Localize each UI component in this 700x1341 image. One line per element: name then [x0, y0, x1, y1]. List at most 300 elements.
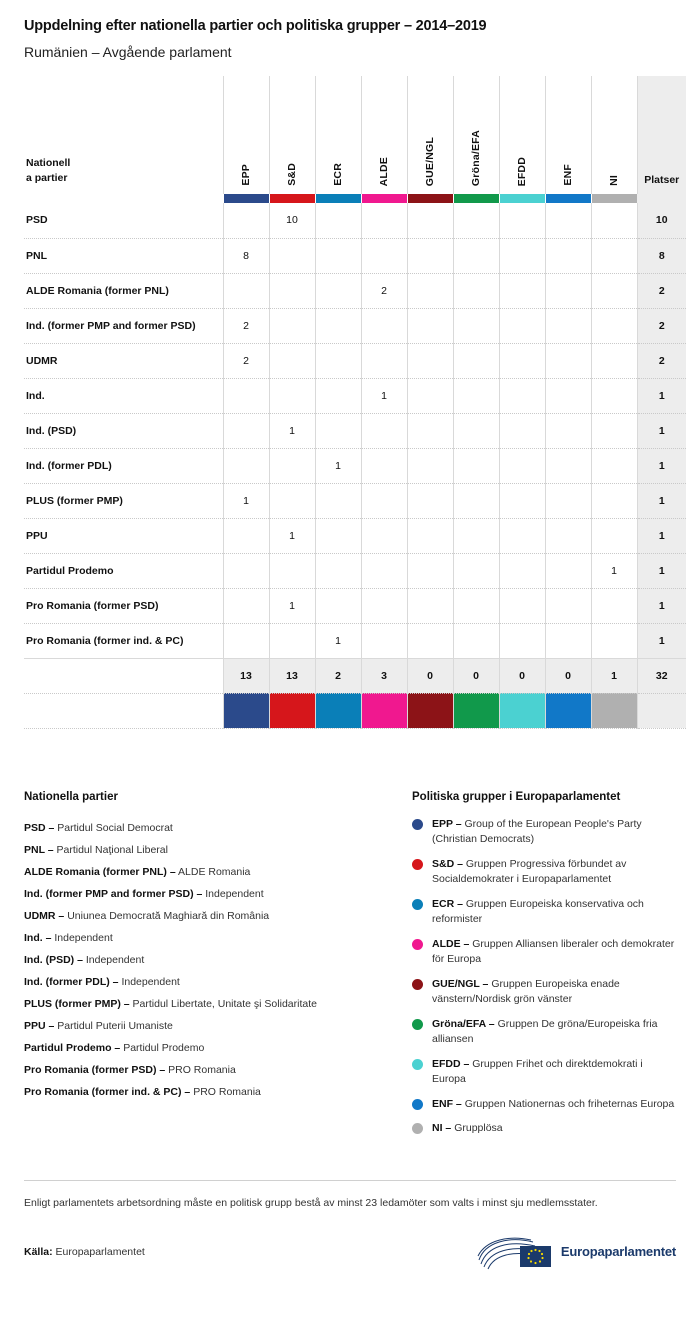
strip-bottom-guengl: [407, 693, 453, 728]
cell-efdd: [499, 378, 545, 413]
legend-abbr: PSD –: [24, 821, 55, 834]
header: [0, 0, 700, 60]
cell-ecr: [315, 588, 361, 623]
table-header-row: [24, 76, 686, 194]
total-alde: 3: [361, 658, 407, 693]
cell-epp: [223, 553, 269, 588]
cell-epp: [223, 413, 269, 448]
cell-total: 1: [637, 378, 686, 413]
legend-item: [412, 1097, 676, 1113]
cell-epp: [223, 448, 269, 483]
cell-ecr: [315, 308, 361, 343]
strip-epp: [223, 194, 269, 203]
legend-abbr: UDMR –: [24, 909, 65, 922]
row-header-line2: a partier: [26, 172, 68, 184]
cell-ecr: [315, 518, 361, 553]
cell-alde: 2: [361, 273, 407, 308]
cell-grona-efa: [453, 553, 499, 588]
group-colour-strip: [24, 194, 686, 203]
cell-enf: [545, 238, 591, 273]
column-header-total: [637, 76, 686, 194]
strip-grona-efa: [453, 194, 499, 203]
cell-ecr: [315, 378, 361, 413]
strip-bottom-enf: [545, 693, 591, 728]
cell-total: 1: [637, 483, 686, 518]
cell-ni: [591, 623, 637, 658]
cell-epp: [223, 623, 269, 658]
row-label: Pro Romania (former PSD): [24, 588, 223, 623]
row-label: PSD: [24, 203, 223, 238]
enf-colour-icon: [412, 1099, 423, 1110]
cell-sd: [269, 448, 315, 483]
cell-enf: [545, 553, 591, 588]
cell-enf: [545, 623, 591, 658]
cell-efdd: [499, 273, 545, 308]
column-header-label: S&D: [286, 163, 298, 186]
legend-item: [24, 971, 412, 993]
strip-bottom-ni: [591, 693, 637, 728]
legend-abbr: PNL –: [24, 843, 54, 856]
legend-item: [412, 1057, 676, 1088]
table-row: [24, 308, 686, 343]
cell-enf: [545, 203, 591, 238]
legend-name: Partidul Puterii Umaniste: [57, 1019, 173, 1032]
cell-enf: [545, 343, 591, 378]
cell-epp: 8: [223, 238, 269, 273]
legend-national-title: Nationella partier: [24, 790, 118, 803]
cell-ni: [591, 378, 637, 413]
table-row: [24, 623, 686, 658]
totals-row: [24, 658, 686, 693]
source-text: [24, 1246, 145, 1258]
legend-abbr: ALDE –: [432, 937, 470, 950]
row-label: PLUS (former PMP): [24, 483, 223, 518]
cell-ecr: [315, 273, 361, 308]
cell-epp: [223, 203, 269, 238]
total-sd: 13: [269, 658, 315, 693]
table-body: [24, 203, 686, 728]
cell-epp: 2: [223, 308, 269, 343]
legend-item: [24, 993, 412, 1015]
row-label: PNL: [24, 238, 223, 273]
cell-grona-efa: [453, 483, 499, 518]
cell-guengl: [407, 448, 453, 483]
strip-ecr: [315, 194, 361, 203]
legend-abbr: Ind. –: [24, 931, 52, 944]
legend-abbr: ALDE Romania (former PNL) –: [24, 865, 176, 878]
cell-sd: 1: [269, 588, 315, 623]
row-header-cell: [24, 76, 223, 194]
legend-name: Partidul Social Democrat: [57, 821, 173, 834]
seats-table-wrapper: [0, 76, 700, 729]
row-label: Ind. (former PDL): [24, 448, 223, 483]
total-enf: 0: [545, 658, 591, 693]
cell-total: 2: [637, 308, 686, 343]
column-header-label: EFDD: [516, 156, 528, 186]
cell-efdd: [499, 413, 545, 448]
cell-efdd: [499, 308, 545, 343]
cell-alde: [361, 413, 407, 448]
cell-enf: [545, 413, 591, 448]
cell-grona-efa: [453, 273, 499, 308]
legend-abbr: Ind. (former PDL) –: [24, 975, 119, 988]
legend-abbr: Gröna/EFA –: [432, 1017, 495, 1030]
strip-total: [637, 194, 686, 203]
column-header-label: Gröna/EFA: [470, 129, 482, 186]
legend-name: Partidul Naţional Liberal: [56, 843, 168, 856]
cell-guengl: [407, 203, 453, 238]
legend-name: Gruppen Europeiska konservativa och reformister: [432, 897, 644, 925]
column-header-efdd: [499, 76, 545, 194]
cell-guengl: [407, 483, 453, 518]
row-label: Ind. (PSD): [24, 413, 223, 448]
cell-total: 2: [637, 273, 686, 308]
strip-alde: [361, 194, 407, 203]
cell-sd: [269, 378, 315, 413]
legend-item: [24, 817, 412, 839]
strip-enf: [545, 194, 591, 203]
legend-name: Independent: [85, 953, 145, 966]
cell-grona-efa: [453, 308, 499, 343]
legend-item: [412, 817, 676, 848]
table-head: [24, 76, 686, 203]
column-header-label: NI: [608, 175, 620, 186]
legend-national-parties: [24, 791, 412, 1146]
cell-guengl: [407, 273, 453, 308]
legend-item: [412, 977, 676, 1008]
legend-abbr: EPP –: [432, 817, 462, 830]
cell-alde: [361, 553, 407, 588]
legend-item: [24, 1037, 412, 1059]
legend-abbr: GUE/NGL –: [432, 977, 489, 990]
legend-name: Gruppen Frihet och direktdemokrati i Europa: [432, 1057, 643, 1085]
cell-guengl: [407, 308, 453, 343]
grand-total: 32: [637, 658, 686, 693]
cell-sd: 10: [269, 203, 315, 238]
cell-enf: [545, 273, 591, 308]
strip-bottom-grona-efa: [453, 693, 499, 728]
europarl-flag-icon: [475, 1234, 553, 1270]
legend-item: [412, 1017, 676, 1048]
efdd-colour-icon: [412, 1059, 423, 1070]
row-label: Ind. (former PMP and former PSD): [24, 308, 223, 343]
page-title: Uppdelning efter nationella partier och politiska grupper – 2014–2019: [24, 18, 487, 34]
strip-bottom-efdd: [499, 693, 545, 728]
cell-alde: [361, 343, 407, 378]
legend-name: Group of the European People's Party (Christian Democrats): [432, 817, 642, 845]
cell-total: 1: [637, 413, 686, 448]
legend-abbr: PLUS (former PMP) –: [24, 997, 130, 1010]
source-row: [24, 1234, 676, 1270]
cell-alde: 1: [361, 378, 407, 413]
total-efdd: 0: [499, 658, 545, 693]
table-row: [24, 273, 686, 308]
table-row: [24, 343, 686, 378]
cell-guengl: [407, 238, 453, 273]
cell-epp: 1: [223, 483, 269, 518]
cell-total: 1: [637, 448, 686, 483]
table-row: [24, 378, 686, 413]
cell-guengl: [407, 518, 453, 553]
cell-ecr: [315, 238, 361, 273]
strip-bottom-ecr: [315, 693, 361, 728]
legend-name: Gruppen Progressiva förbundet av Socialdemokrater i Europaparlamentet: [432, 857, 627, 885]
column-header-label: EPP: [240, 164, 252, 186]
cell-total: 1: [637, 553, 686, 588]
cell-guengl: [407, 343, 453, 378]
cell-enf: [545, 378, 591, 413]
legend-abbr: NI –: [432, 1122, 452, 1134]
legend-item: [412, 897, 676, 928]
table-row: [24, 238, 686, 273]
legend-name: Grupplösa: [454, 1122, 503, 1134]
europarl-logo: [475, 1234, 676, 1270]
legend-item: [24, 1015, 412, 1037]
cell-alde: [361, 483, 407, 518]
cell-total: 1: [637, 518, 686, 553]
cell-epp: [223, 588, 269, 623]
legend-political-groups: [412, 791, 676, 1146]
strip-sd: [269, 194, 315, 203]
cell-efdd: [499, 623, 545, 658]
column-header-guengl: [407, 76, 453, 194]
cell-guengl: [407, 378, 453, 413]
column-header-sd: [269, 76, 315, 194]
cell-ecr: [315, 343, 361, 378]
total-guengl: 0: [407, 658, 453, 693]
cell-alde: [361, 203, 407, 238]
cell-enf: [545, 588, 591, 623]
total-header-label: Platser: [644, 174, 680, 186]
cell-sd: 1: [269, 518, 315, 553]
table-row: [24, 518, 686, 553]
totals-row-label: [24, 658, 223, 693]
cell-ni: 1: [591, 553, 637, 588]
legend-abbr: PPU –: [24, 1019, 55, 1032]
cell-sd: 1: [269, 413, 315, 448]
source-label: Källa:: [24, 1245, 53, 1258]
cell-ecr: [315, 553, 361, 588]
cell-total: 1: [637, 588, 686, 623]
strip-spacer-bottom: [24, 693, 223, 728]
cell-guengl: [407, 413, 453, 448]
column-header-label: ALDE: [378, 156, 390, 186]
cell-enf: [545, 518, 591, 553]
legend-name: Gruppen De gröna/Europeiska fria alliansen: [432, 1017, 658, 1045]
table-row: [24, 203, 686, 238]
legend-name: Gruppen Europeiska enade vänstern/Nordisk grön vänster: [432, 977, 620, 1005]
cell-epp: [223, 273, 269, 308]
legend-groups-title: Politiska grupper i Europaparlamentet: [412, 790, 621, 803]
cell-sd: [269, 623, 315, 658]
cell-alde: [361, 518, 407, 553]
legend-item: [412, 857, 676, 888]
total-grona-efa: 0: [453, 658, 499, 693]
legend-name: Independent: [54, 931, 113, 944]
cell-efdd: [499, 448, 545, 483]
cell-efdd: [499, 588, 545, 623]
legend-name: Partidul Libertate, Unitate şi Solidaritate: [132, 997, 317, 1010]
cell-ni: [591, 483, 637, 518]
legend-abbr: Pro Romania (former PSD) –: [24, 1063, 166, 1076]
column-header-ni: [591, 76, 637, 194]
cell-total: 8: [637, 238, 686, 273]
row-label: Pro Romania (former ind. & PC): [24, 623, 223, 658]
cell-sd: [269, 308, 315, 343]
legend-abbr: Pro Romania (former ind. & PC) –: [24, 1085, 191, 1098]
strip-bottom-epp: [223, 693, 269, 728]
cell-sd: [269, 553, 315, 588]
alde-colour-icon: [412, 939, 423, 950]
legend-item: [24, 1081, 412, 1103]
column-header-label: GUE/NGL: [424, 136, 436, 186]
column-header-grona-efa: [453, 76, 499, 194]
cell-efdd: [499, 483, 545, 518]
table-row: [24, 588, 686, 623]
strip-bottom-alde: [361, 693, 407, 728]
grona-efa-colour-icon: [412, 1019, 423, 1030]
row-label: Ind.: [24, 378, 223, 413]
column-header-epp: [223, 76, 269, 194]
legend-abbr: EFDD –: [432, 1057, 470, 1070]
cell-total: 2: [637, 343, 686, 378]
column-header-ecr: [315, 76, 361, 194]
cell-total: 10: [637, 203, 686, 238]
cell-sd: [269, 483, 315, 518]
legend-item: [24, 839, 412, 861]
strip-guengl: [407, 194, 453, 203]
cell-grona-efa: [453, 378, 499, 413]
row-header-line1: Nationell: [26, 157, 71, 169]
total-ni: 1: [591, 658, 637, 693]
cell-enf: [545, 308, 591, 343]
row-label: Partidul Prodemo: [24, 553, 223, 588]
legend-abbr: ENF –: [432, 1097, 462, 1110]
seats-table: [24, 76, 686, 729]
legend-item: [24, 927, 412, 949]
cell-ni: [591, 448, 637, 483]
legend-item: [412, 937, 676, 968]
cell-efdd: [499, 343, 545, 378]
cell-ecr: [315, 483, 361, 518]
cell-grona-efa: [453, 448, 499, 483]
cell-grona-efa: [453, 203, 499, 238]
cell-alde: [361, 448, 407, 483]
cell-guengl: [407, 623, 453, 658]
sd-colour-icon: [412, 859, 423, 870]
legend-abbr: ECR –: [432, 897, 463, 910]
strip-ni: [591, 194, 637, 203]
legend-name: Partidul Prodemo: [123, 1041, 205, 1054]
cell-grona-efa: [453, 413, 499, 448]
cell-guengl: [407, 553, 453, 588]
column-header-label: ECR: [332, 163, 344, 186]
legend-abbr: Ind. (PSD) –: [24, 953, 83, 966]
ni-colour-icon: [412, 1123, 423, 1134]
cell-alde: [361, 308, 407, 343]
cell-epp: [223, 518, 269, 553]
cell-grona-efa: [453, 623, 499, 658]
legend-name: PRO Romania: [193, 1085, 261, 1098]
strip-bottom-sd: [269, 693, 315, 728]
legend-item: [24, 1059, 412, 1081]
cell-ni: [591, 343, 637, 378]
legend-item: [24, 883, 412, 905]
legend-name: Independent: [205, 887, 264, 900]
cell-alde: [361, 588, 407, 623]
cell-grona-efa: [453, 588, 499, 623]
cell-ecr: [315, 203, 361, 238]
table-row: [24, 483, 686, 518]
cell-ecr: 1: [315, 448, 361, 483]
strip-efdd: [499, 194, 545, 203]
legend-item: [24, 949, 412, 971]
source-value: Europaparlamentet: [55, 1245, 145, 1258]
row-label: PPU: [24, 518, 223, 553]
total-epp: 13: [223, 658, 269, 693]
cell-ecr: [315, 413, 361, 448]
footnote: Enligt parlamentets arbetsordning måste en politisk grupp bestå av minst 23 ledamöter som valts i minst sju medlemsstater.: [24, 1180, 676, 1212]
cell-sd: [269, 343, 315, 378]
legend-name: Gruppen Nationernas och friheternas Europa: [464, 1097, 675, 1110]
column-header-label: ENF: [562, 164, 574, 186]
cell-efdd: [499, 518, 545, 553]
cell-ni: [591, 203, 637, 238]
cell-ni: [591, 308, 637, 343]
cell-guengl: [407, 588, 453, 623]
cell-ni: [591, 518, 637, 553]
table-row: [24, 413, 686, 448]
cell-efdd: [499, 238, 545, 273]
cell-ni: [591, 413, 637, 448]
cell-ecr: 1: [315, 623, 361, 658]
cell-epp: [223, 378, 269, 413]
cell-alde: [361, 623, 407, 658]
cell-grona-efa: [453, 343, 499, 378]
legend-name: ALDE Romania: [178, 865, 251, 878]
cell-grona-efa: [453, 518, 499, 553]
strip-spacer: [24, 194, 223, 203]
cell-sd: [269, 238, 315, 273]
group-colour-strip-bottom: [24, 693, 686, 728]
cell-efdd: [499, 553, 545, 588]
cell-enf: [545, 483, 591, 518]
table-row: [24, 448, 686, 483]
legend-name: Gruppen Alliansen liberaler och demokrater för Europa: [432, 937, 675, 965]
column-header-alde: [361, 76, 407, 194]
legend-item: [24, 861, 412, 883]
total-ecr: 2: [315, 658, 361, 693]
epp-colour-icon: [412, 819, 423, 830]
legend-abbr: S&D –: [432, 857, 463, 870]
legend-name: PRO Romania: [168, 1063, 236, 1076]
legend-abbr: Partidul Prodemo –: [24, 1041, 121, 1054]
legend-item: [24, 905, 412, 927]
cell-ni: [591, 273, 637, 308]
page-subtitle: Rumänien – Avgående parlament: [24, 44, 232, 60]
table-row: [24, 553, 686, 588]
cell-enf: [545, 448, 591, 483]
cell-efdd: [499, 203, 545, 238]
cell-total: 1: [637, 623, 686, 658]
legend-name: Independent: [121, 975, 180, 988]
strip-bottom-total: [637, 693, 686, 728]
cell-ni: [591, 238, 637, 273]
legend-name: Uniunea Democrată Maghiară din România: [67, 909, 270, 922]
cell-sd: [269, 273, 315, 308]
cell-ni: [591, 588, 637, 623]
ecr-colour-icon: [412, 899, 423, 910]
